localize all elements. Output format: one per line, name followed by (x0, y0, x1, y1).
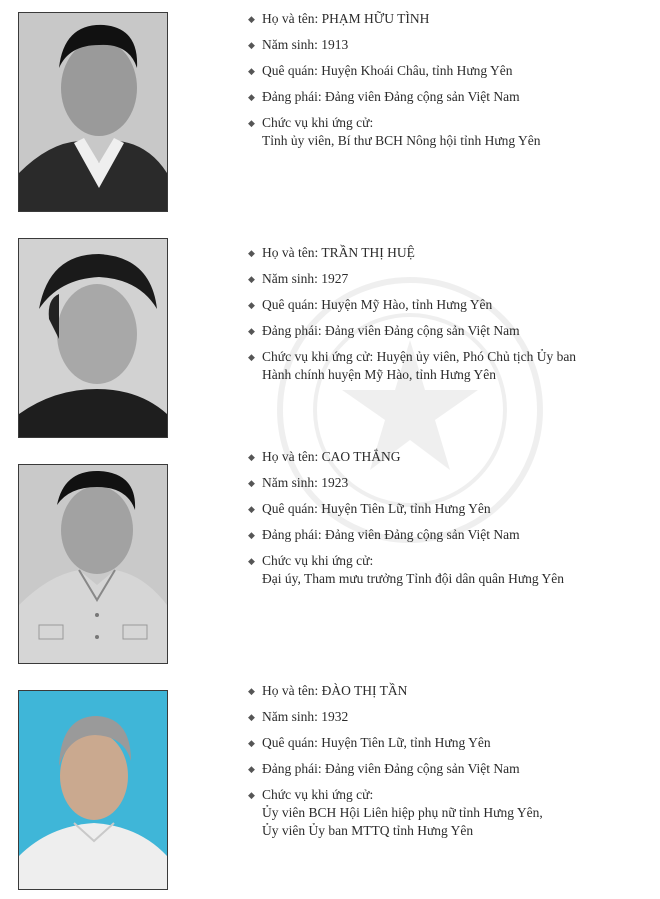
position-label: Chức vụ khi ứng cử: (262, 553, 374, 568)
hometown-label: Quê quán: (262, 735, 318, 750)
party-label: Đảng phái: (262, 527, 322, 542)
hometown-value: Huyện Tiên Lữ, tỉnh Hưng Yên (321, 735, 491, 750)
candidate-photo (18, 238, 168, 438)
hometown-label: Quê quán: (262, 501, 318, 516)
birth-label: Năm sinh: (262, 37, 318, 52)
party-row (248, 322, 648, 340)
diamond-bullet-icon: ◆ (248, 326, 255, 336)
diamond-bullet-icon: ◆ (248, 248, 255, 258)
diamond-bullet-icon: ◆ (248, 274, 255, 284)
hometown-value: Huyện Tiên Lữ, tỉnh Hưng Yên (321, 501, 491, 516)
position-value: Ủy viên BCH Hội Liên hiệp phụ nữ tỉnh Hưng Yên, (262, 805, 543, 820)
hometown-value: Huyện Khoái Châu, tỉnh Hưng Yên (321, 63, 513, 78)
diamond-bullet-icon: ◆ (248, 66, 255, 76)
position-row (248, 786, 648, 840)
party-label: Đảng phái: (262, 89, 322, 104)
diamond-bullet-icon: ◆ (248, 504, 255, 514)
hometown-value: Huyện Mỹ Hào, tỉnh Hưng Yên (321, 297, 493, 312)
candidate-details (248, 244, 648, 392)
birth-row (248, 36, 648, 54)
name-label: Họ và tên: (262, 449, 319, 464)
name-row (248, 682, 648, 700)
diamond-bullet-icon: ◆ (248, 478, 255, 488)
name-value: ĐÀO THỊ TẦN (321, 683, 408, 698)
name-row (248, 10, 648, 28)
diamond-bullet-icon: ◆ (248, 352, 255, 362)
diamond-bullet-icon: ◆ (248, 118, 255, 128)
birth-value: 1927 (321, 271, 349, 286)
hometown-row (248, 734, 648, 752)
birth-value: 1923 (321, 475, 349, 490)
name-label: Họ và tên: (262, 245, 319, 260)
name-value: PHẠM HỮU TÌNH (321, 11, 430, 26)
name-value: TRẦN THỊ HUỆ (321, 245, 415, 260)
name-row (248, 448, 648, 466)
birth-label: Năm sinh: (262, 271, 318, 286)
party-row (248, 88, 648, 106)
diamond-bullet-icon: ◆ (248, 686, 255, 696)
party-value: Đảng viên Đảng cộng sản Việt Nam (325, 761, 520, 776)
party-row (248, 760, 648, 778)
candidate-details (248, 448, 648, 596)
candidate-details (248, 682, 648, 848)
birth-row (248, 270, 648, 288)
party-value: Đảng viên Đảng cộng sản Việt Nam (325, 323, 520, 338)
diamond-bullet-icon: ◆ (248, 40, 255, 50)
hometown-row (248, 500, 648, 518)
position-row (248, 348, 648, 384)
name-label: Họ và tên: (262, 683, 319, 698)
birth-label: Năm sinh: (262, 709, 318, 724)
candidate-photo (18, 12, 168, 212)
diamond-bullet-icon: ◆ (248, 712, 255, 722)
diamond-bullet-icon: ◆ (248, 300, 255, 310)
position-value: Tỉnh ủy viên, Bí thư BCH Nông hội tỉnh Hưng Yên (262, 133, 541, 148)
party-row (248, 526, 648, 544)
diamond-bullet-icon: ◆ (248, 14, 255, 24)
birth-row (248, 474, 648, 492)
diamond-bullet-icon: ◆ (248, 790, 255, 800)
name-row (248, 244, 648, 262)
position-label: Chức vụ khi ứng cử: (262, 115, 374, 130)
name-label: Họ và tên: (262, 11, 319, 26)
diamond-bullet-icon: ◆ (248, 556, 255, 566)
candidate-photo (18, 464, 168, 664)
birth-value: 1913 (321, 37, 349, 52)
diamond-bullet-icon: ◆ (248, 92, 255, 102)
position-row (248, 552, 648, 588)
diamond-bullet-icon: ◆ (248, 764, 255, 774)
name-value: CAO THẮNG (321, 449, 401, 464)
party-value: Đảng viên Đảng cộng sản Việt Nam (325, 89, 520, 104)
position-value-line3: Ủy viên Ủy ban MTTQ tỉnh Hưng Yên (262, 823, 474, 838)
position-value-line2: Hành chính huyện Mỹ Hào, tỉnh Hưng Yên (262, 367, 497, 382)
position-value: Đại úy, Tham mưu trưởng Tỉnh đội dân quân Hưng Yên (262, 571, 565, 586)
hometown-label: Quê quán: (262, 297, 318, 312)
position-row (248, 114, 648, 150)
diamond-bullet-icon: ◆ (248, 738, 255, 748)
birth-value: 1932 (321, 709, 349, 724)
party-label: Đảng phái: (262, 761, 322, 776)
hometown-row (248, 296, 648, 314)
party-value: Đảng viên Đảng cộng sản Việt Nam (325, 527, 520, 542)
hometown-label: Quê quán: (262, 63, 318, 78)
party-label: Đảng phái: (262, 323, 322, 338)
birth-label: Năm sinh: (262, 475, 318, 490)
candidate-details (248, 10, 648, 158)
position-label: Chức vụ khi ứng cử: (262, 349, 374, 364)
diamond-bullet-icon: ◆ (248, 452, 255, 462)
birth-row (248, 708, 648, 726)
candidate-photo (18, 690, 168, 890)
position-value: Huyện ủy viên, Phó Chủ tịch Ủy ban (376, 349, 577, 364)
diamond-bullet-icon: ◆ (248, 530, 255, 540)
position-label: Chức vụ khi ứng cử: (262, 787, 374, 802)
hometown-row (248, 62, 648, 80)
